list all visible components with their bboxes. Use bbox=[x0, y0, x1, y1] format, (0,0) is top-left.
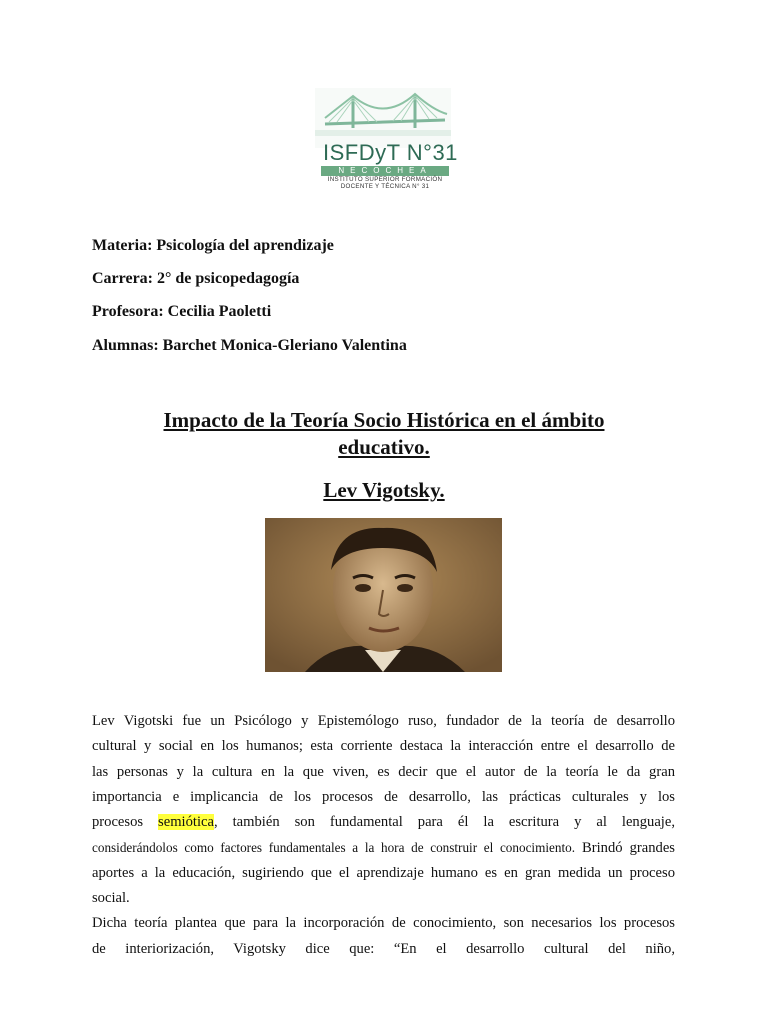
text-segment: , también son fundamental para él la escritura y al lenguaje, bbox=[213, 814, 675, 831]
paragraph-line: Lev Vigotski fue un Psicólogo y Epistemólogo ruso, fundador de la teoría de desarrollo bbox=[92, 713, 675, 729]
materia-line: Materia: Psicología del aprendizaje bbox=[92, 237, 334, 254]
document-title bbox=[0, 407, 768, 461]
text-segment: Brindó grandes bbox=[575, 840, 675, 857]
logo-city-band: NECOCHEA bbox=[321, 166, 449, 176]
title-line2: educativo. bbox=[338, 435, 430, 459]
logo-subtitle bbox=[321, 176, 449, 190]
profesora-line: Profesora: Cecilia Paoletti bbox=[92, 303, 272, 320]
paragraph-line bbox=[92, 835, 675, 860]
title-line1: Impacto de la Teoría Socio Histórica en el ámbito bbox=[163, 408, 605, 432]
carrera-line: Carrera: 2° de psicopedagogía bbox=[92, 270, 300, 287]
logo-subtitle-line2: DOCENTE Y TÉCNICA N° 31 bbox=[340, 183, 430, 190]
paragraph-line: social. bbox=[92, 890, 130, 907]
author-heading: Lev Vigotsky. bbox=[323, 478, 445, 502]
paragraph-line: cultural y social en los humanos; esta corriente destaca la interacción entre el desarrollo de bbox=[92, 738, 675, 755]
paragraph-line bbox=[92, 810, 675, 835]
paragraph-line: aportes a la educación, sugiriendo que el aprendizaje humano es en gran medida un proceso bbox=[92, 864, 675, 881]
paragraph-line: importancia e implicancia de los procesos de desarrollo, las prácticas culturales y los bbox=[92, 788, 675, 805]
paragraph-line: de interiorización, Vigotsky dice que: “En el desarrollo cultural del niño, bbox=[92, 940, 675, 957]
highlighted-word: semiótica bbox=[158, 814, 214, 831]
alumnas-line: Alumnas: Barchet Monica-Gleriano Valentina bbox=[92, 337, 407, 354]
logo-subtitle-line1: INSTITUTO SUPERIOR FORMACIÓN bbox=[327, 176, 443, 183]
bridge-icon bbox=[315, 88, 451, 148]
body-paragraph-1 bbox=[92, 709, 675, 962]
paragraph-line: las personas y la cultura en la que viven, es decir que el autor de la teoría le da gran bbox=[92, 763, 675, 780]
paragraph-line: Dicha teoría plantea que para la incorporación de conocimiento, son necesarios los procesos bbox=[92, 915, 675, 932]
text-segment: considerándolos como factores fundamentales a la hora de construir el conocimiento. bbox=[92, 840, 576, 856]
text-segment: procesos bbox=[92, 814, 159, 831]
portrait-photo bbox=[265, 518, 502, 672]
logo-title: ISFDyT N°31 bbox=[323, 140, 458, 165]
institution-logo bbox=[315, 88, 458, 192]
